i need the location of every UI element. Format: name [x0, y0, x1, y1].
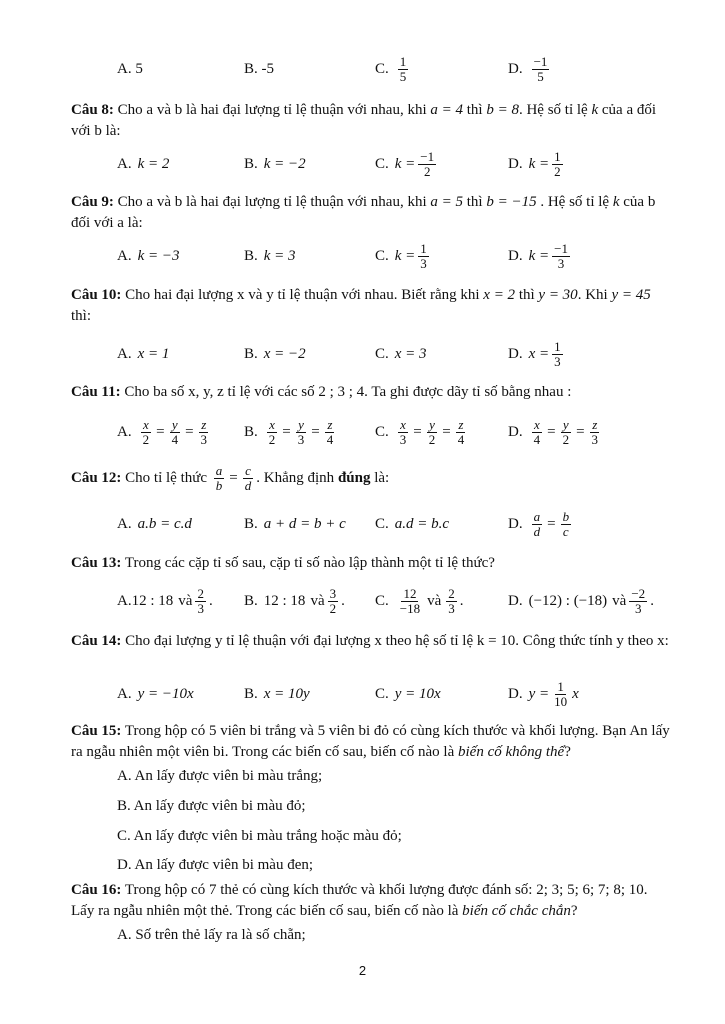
fraction: $\frac{z}{3}$ — [200, 416, 208, 447]
page-number: 2 — [358, 963, 367, 978]
fraction: $\frac{z}{4}$ — [326, 416, 334, 447]
fraction: $\frac{z}{4}$ — [457, 416, 465, 447]
question-8: Câu 8: Cho a và b là hai đại lượng tỉ lệ thuận với nhau, khi a = 4 thì b = 8. Hệ số tỉ lệ k của a đối với b là: — [71, 102, 657, 139]
q10-options — [117, 334, 677, 374]
q9-options — [117, 236, 677, 276]
q7-option-d: D. $\frac{-1}{5}$ — [508, 53, 548, 84]
question-label: Câu 9: — [71, 194, 114, 210]
question-label: Câu 10: — [71, 287, 122, 303]
q14-option-a: A. y = −10x — [117, 685, 194, 702]
q8-option-b: B. k = −2 — [244, 155, 306, 172]
q11-options — [117, 412, 677, 452]
q9-option-c: C. k = $\frac{1}{3}$ — [375, 240, 427, 271]
fraction: $\frac{y}{3}$ — [297, 416, 305, 447]
q12-option-b: B. a + d = b + c — [244, 515, 346, 532]
fraction: $\frac{1}{3}$ — [420, 240, 427, 271]
q7-option-a: A. 5 — [117, 60, 143, 77]
fraction: $\frac{1}{3}$ — [554, 338, 561, 369]
fraction: $\frac{x}{2}$ — [268, 416, 276, 447]
fraction: $\frac{2}{3}$ — [197, 585, 204, 616]
q11-option-a: A. $\frac{x}{2}$ = $\frac{y}{4}$ = $\frac{z}{3}$ — [117, 416, 208, 447]
q8-option-c: C. k = $\frac{-1}{2}$ — [375, 148, 435, 179]
q9-option-b: B. k = 3 — [244, 247, 296, 264]
fraction: $\frac{2}{3}$ — [448, 585, 455, 616]
question-13: Câu 13: Trong các cặp tỉ số sau, cặp tỉ số nào lập thành một tỉ lệ thức? — [71, 555, 495, 571]
fraction: $\frac{3}{2}$ — [329, 585, 337, 616]
q15-option-d: D. An lấy được viên bi màu đen; — [117, 857, 314, 873]
q10-option-a: A. x = 1 — [117, 345, 170, 362]
q13-option-b: B. 12 : 18 và $\frac{3}{2}$ . — [244, 585, 345, 616]
q14-option-c: C. y = 10x — [375, 685, 441, 702]
question-14: Câu 14: Cho đại lượng y tỉ lệ thuận với đại lượng x theo hệ số tỉ lệ k = 10. Công thức tính y theo x: — [71, 633, 669, 649]
question-9: Câu 9: Cho a và b là hai đại lượng tỉ lệ thuận với nhau, khi a = 5 thì b = −15 . Hệ số tỉ lệ k của b đối với a là: — [71, 194, 656, 231]
q12-option-d: D. $\frac{a}{d}$ = $\frac{b}{c}$ — [508, 508, 570, 539]
fraction: $\frac{a}{d}$ — [533, 508, 541, 539]
question-15: Câu 15: Trong hộp có 5 viên bi trắng và 5 viên bi đỏ có cùng kích thước và khối lượng. Bạn An lấy ra ngẫu nhiên một viên bi. Trong các biến cố sau, biến cố nào là biến cố không thể? — [71, 723, 670, 760]
q11-option-d: D. $\frac{x}{4}$ = $\frac{y}{2}$ = $\frac{z}{3}$ — [508, 416, 599, 447]
q8-option-d: D. k = $\frac{1}{2}$ — [508, 148, 561, 179]
fraction: $\frac{1}{10}$ — [554, 678, 568, 709]
fraction: $\frac{x}{2}$ — [142, 416, 150, 447]
q14-option-d: D. y = $\frac{1}{10}$ x — [508, 678, 579, 709]
fraction: $\frac{b}{c}$ — [562, 508, 570, 539]
fraction: $\frac{-1}{5}$ — [533, 53, 548, 84]
fraction: $\frac{1}{2}$ — [554, 148, 561, 179]
question-label: Câu 16: — [71, 882, 122, 898]
question-label: Câu 15: — [71, 723, 122, 739]
q12-options — [117, 504, 677, 544]
q10-option-b: B. x = −2 — [244, 345, 306, 362]
q7-options — [117, 49, 677, 89]
question-label: Câu 12: — [71, 469, 122, 486]
q7-option-c: C. $\frac{1}{5}$ — [375, 53, 407, 84]
fraction: $\frac{z}{3}$ — [591, 416, 599, 447]
q15-option-b: B. An lấy được viên bi màu đỏ; — [117, 798, 306, 814]
question-label: Câu 8: — [71, 102, 114, 118]
q15-option-a: A. An lấy được viên bi màu trắng; — [117, 768, 323, 784]
q7-option-b: B. -5 — [244, 60, 274, 77]
question-16: Câu 16: Trong hộp có 7 thẻ có cùng kích thước và khối lượng được đánh số: 2; 3; 5; 6; 7; 8; 10. Lấy ra ngẫu nhiên một thẻ. Trong các biến cố sau, biến cố nào là biến cố chắc chắn? — [71, 882, 648, 919]
q14-options — [117, 674, 677, 714]
q13-option-c: C. $\frac{12}{-18}$ và $\frac{2}{3}$ . — [375, 585, 464, 616]
q9-option-a: A. k = −3 — [117, 247, 180, 264]
q15-option-c: C. An lấy được viên bi màu trắng hoặc màu đỏ; — [117, 828, 402, 844]
fraction: $\frac{12}{-18}$ — [399, 585, 421, 616]
question-label: Câu 11: — [71, 384, 121, 400]
fraction: $\frac{x}{3}$ — [399, 416, 407, 447]
q16-option-a: A. Số trên thẻ lấy ra là số chẵn; — [117, 927, 306, 943]
q13-options — [117, 581, 677, 621]
q10-option-d: D. x = $\frac{1}{3}$ — [508, 338, 561, 369]
fraction: $\frac{-1}{3}$ — [554, 240, 568, 271]
fraction: $\frac{a}{b}$ — [215, 462, 223, 493]
q11-option-c: C. $\frac{x}{3}$ = $\frac{y}{2}$ = $\frac{z}{4}$ — [375, 416, 465, 447]
fraction: $\frac{x}{4}$ — [533, 416, 541, 447]
q12-option-c: C. a.d = b.c — [375, 515, 450, 532]
question-label: Câu 13: — [71, 555, 122, 571]
fraction: $\frac{y}{2}$ — [428, 416, 436, 447]
q11-option-b: B. $\frac{x}{2}$ = $\frac{y}{3}$ = $\frac{z}{4}$ — [244, 416, 334, 447]
q8-options — [117, 144, 677, 184]
fraction: $\frac{y}{4}$ — [171, 416, 179, 447]
fraction: $\frac{-1}{2}$ — [420, 148, 435, 179]
question-10: Câu 10: Cho hai đại lượng x và y tỉ lệ thuận với nhau. Biết rằng khi x = 2 thì y = 30. Khi y = 45 thì: — [71, 287, 651, 324]
fraction: $\frac{-2}{3}$ — [631, 585, 646, 616]
question-label: Câu 14: — [71, 633, 122, 649]
q13-option-a: A. 12 : 18 và $\frac{2}{3}$ . — [117, 585, 213, 616]
q12-option-a: A. a.b = c.d — [117, 515, 192, 532]
fraction: $\frac{c}{d}$ — [244, 462, 252, 493]
question-11: Câu 11: Cho ba số x, y, z tỉ lệ với các số 2 ; 3 ; 4. Ta ghi được dãy tỉ số bằng nhau : — [71, 384, 572, 400]
q9-option-d: D. k = $\frac{-1}{3}$ — [508, 240, 568, 271]
q14-option-b: B. x = 10y — [244, 685, 310, 702]
fraction: $\frac{1}{5}$ — [399, 53, 407, 84]
q10-option-c: C. x = 3 — [375, 345, 427, 362]
q8-option-a: A. k = 2 — [117, 155, 170, 172]
q13-option-d: D. (−12) : (−18) và $\frac{-2}{3}$ . — [508, 585, 654, 616]
question-12: Câu 12: Cho tỉ lệ thức $\frac{a}{b}$ = $\frac{c}{d}$ . Khẳng định đúng là: — [71, 462, 390, 493]
fraction: $\frac{y}{2}$ — [562, 416, 570, 447]
